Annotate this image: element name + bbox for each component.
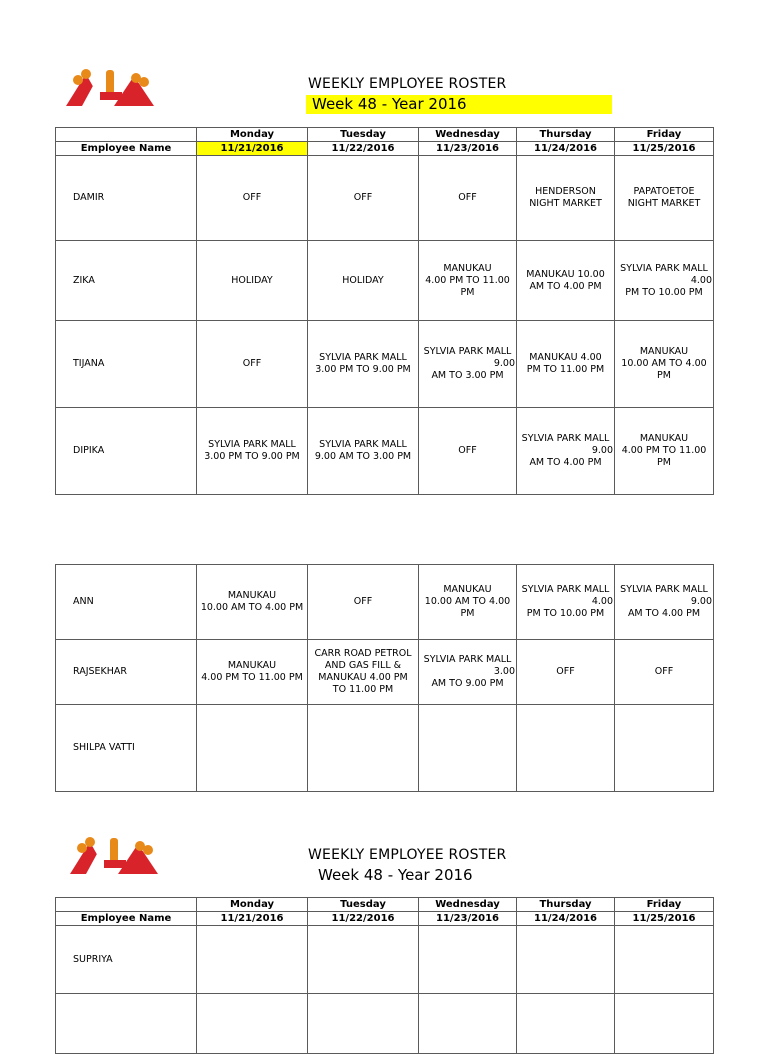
shift-cell-monday <box>197 640 308 705</box>
shift-line: 10.00 AM TO 4.00 PM <box>200 602 304 613</box>
shift-line: 9.00 <box>690 596 712 607</box>
company-logo <box>68 834 160 880</box>
shift-line: AM TO 4.00 PM <box>529 457 602 468</box>
shift-line: 4.00 <box>591 596 613 607</box>
shift-cell-tuesday <box>308 408 419 495</box>
shift-line: MANUKAU <box>227 590 277 601</box>
shift-cell-monday <box>197 321 308 408</box>
shift-cell-monday <box>197 241 308 321</box>
shift-cell-thursday <box>517 241 615 321</box>
shift-line: AM TO 4.00 PM <box>529 280 602 292</box>
day-friday: Friday <box>615 128 714 142</box>
employee-row <box>56 156 714 241</box>
shift-line: MANUKAU <box>227 660 277 671</box>
shift-cell-tuesday <box>308 156 419 241</box>
shift-cell-monday <box>197 565 308 640</box>
shift-line: MANUKAU <box>443 584 492 595</box>
shift-line: 9.00 <box>591 445 613 456</box>
shift-cell-monday <box>197 156 308 241</box>
day-friday: Friday <box>615 898 714 912</box>
shift-line: 10.00 AM TO 4.00 <box>424 596 511 607</box>
shift-cell-wednesday <box>419 321 517 408</box>
shift-line: SYLVIA PARK MALL <box>521 584 610 595</box>
shift-cell-thursday <box>517 156 615 241</box>
shift-line: PM <box>657 370 671 381</box>
employee-name: TIJANA <box>56 321 197 408</box>
shift-line: 4.00 <box>690 274 712 286</box>
shift-line: HOLIDAY <box>231 274 273 286</box>
shift-line: OFF <box>242 358 262 369</box>
shift-line: 4.00 PM TO 11.00 <box>425 274 510 286</box>
week-subtitle: Week 48 - Year 2016 <box>318 866 473 884</box>
shift-cell-wednesday <box>419 156 517 241</box>
date-wednesday: 11/23/2016 <box>419 142 517 156</box>
shift-cell-tuesday <box>308 565 419 640</box>
employee-row <box>56 408 714 495</box>
roster-table-1 <box>55 127 714 495</box>
company-logo <box>64 66 156 112</box>
shift-cell-thursday <box>517 926 615 994</box>
shift-line: NIGHT MARKET <box>529 198 602 209</box>
shift-cell-thursday <box>517 408 615 495</box>
date-tuesday: 11/22/2016 <box>308 912 419 926</box>
employee-row <box>56 705 714 792</box>
shift-line: OFF <box>242 192 262 203</box>
shift-cell-thursday <box>517 321 615 408</box>
employee-name: ZIKA <box>56 241 197 321</box>
date-thursday: 11/24/2016 <box>517 142 615 156</box>
employee-name: DIPIKA <box>56 408 197 495</box>
shift-line: SYLVIA PARK MALL <box>521 433 610 444</box>
shift-line: MANUKAU 10.00 <box>526 268 605 280</box>
shift-line: 9.00 AM TO 3.00 PM <box>314 451 412 462</box>
date-monday: 11/21/2016 <box>197 142 308 156</box>
shift-line: 10.00 AM TO 4.00 <box>621 358 707 369</box>
employee-name: SUPRIYA <box>56 926 197 994</box>
employee-name-header: Employee Name <box>56 912 197 926</box>
shift-cell-tuesday <box>308 926 419 994</box>
roster-title: WEEKLY EMPLOYEE ROSTER <box>308 847 507 863</box>
shift-line: NIGHT MARKET <box>627 198 701 209</box>
day-header-row <box>56 898 714 912</box>
shift-cell-wednesday <box>419 241 517 321</box>
shift-cell-friday <box>615 926 714 994</box>
roster-table-3 <box>55 897 714 1054</box>
shift-line: 3.00 <box>493 666 515 677</box>
day-monday: Monday <box>197 128 308 142</box>
shift-cell-wednesday <box>419 565 517 640</box>
roster-title: WEEKLY EMPLOYEE ROSTER <box>308 76 507 92</box>
shift-cell-tuesday <box>308 321 419 408</box>
shift-line: MANUKAU <box>639 346 689 357</box>
shift-line: PM <box>460 286 475 298</box>
day-wednesday: Wednesday <box>419 898 517 912</box>
shift-line: 4.00 PM TO 11.00 PM <box>201 672 303 683</box>
shift-line: OFF <box>458 192 477 203</box>
shift-line: 3.00 PM TO 9.00 PM <box>315 364 411 375</box>
employee-name-header: Employee Name <box>56 142 197 156</box>
shift-cell-monday <box>197 926 308 994</box>
shift-line: MANUKAU 4.00 <box>529 352 602 363</box>
shift-line: SYLVIA PARK MALL <box>423 654 512 665</box>
shift-line: SYLVIA PARK MALL <box>620 584 708 595</box>
shift-cell-friday <box>615 705 714 792</box>
employee-row <box>56 926 714 994</box>
shift-cell-tuesday <box>308 241 419 321</box>
shift-line: SYLVIA PARK MALL <box>319 439 407 450</box>
date-tuesday: 11/22/2016 <box>308 142 419 156</box>
shift-line: 9.00 <box>493 358 515 369</box>
shift-line: PM TO 10.00 PM <box>526 608 605 619</box>
employee-name: RAJSEKHAR <box>56 640 197 705</box>
shift-line: HOLIDAY <box>342 274 384 286</box>
shift-line: OFF <box>353 596 373 607</box>
shift-cell-wednesday <box>419 408 517 495</box>
date-monday: 11/21/2016 <box>197 912 308 926</box>
employee-name: DAMIR <box>56 156 197 241</box>
shift-line: 3.00 PM TO 9.00 PM <box>204 451 300 462</box>
shift-line: OFF <box>458 445 477 456</box>
employee-row <box>56 241 714 321</box>
shift-line: HENDERSON <box>535 186 596 197</box>
shift-line: AM TO 9.00 PM <box>431 678 504 689</box>
shift-cell-friday <box>615 565 714 640</box>
date-header-row <box>56 142 714 156</box>
date-thursday: 11/24/2016 <box>517 912 615 926</box>
shift-line: PM <box>460 608 475 619</box>
employee-name: SHILPA VATTI <box>56 705 197 792</box>
shift-line: OFF <box>353 192 373 203</box>
shift-cell-friday <box>615 321 714 408</box>
day-header-row <box>56 128 714 142</box>
shift-cell-monday <box>197 408 308 495</box>
shift-line: MANUKAU <box>443 262 492 274</box>
shift-cell-tuesday <box>308 705 419 792</box>
shift-line: PM <box>657 457 671 468</box>
shift-cell-tuesday <box>308 640 419 705</box>
shift-line: MANUKAU 4.00 PM <box>318 672 408 683</box>
date-header-row <box>56 912 714 926</box>
shift-line: AM TO 3.00 PM <box>431 370 504 381</box>
shift-line: 4.00 PM TO 11.00 <box>621 445 707 456</box>
shift-cell-wednesday <box>419 926 517 994</box>
day-thursday: Thursday <box>517 128 615 142</box>
shift-line: CARR ROAD PETROL <box>314 648 412 659</box>
shift-cell-friday <box>615 408 714 495</box>
date-wednesday: 11/23/2016 <box>419 912 517 926</box>
shift-cell-wednesday <box>419 705 517 792</box>
employee-row <box>56 640 714 705</box>
shift-line: SYLVIA PARK MALL <box>620 262 708 274</box>
day-wednesday: Wednesday <box>419 128 517 142</box>
shift-cell-wednesday <box>419 640 517 705</box>
shift-line: PAPATOETOE <box>633 186 695 197</box>
shift-cell-friday <box>615 640 714 705</box>
shift-line: OFF <box>654 666 674 677</box>
roster-table-2 <box>55 564 714 792</box>
shift-line: PM TO 11.00 PM <box>526 364 605 375</box>
shift-line: OFF <box>556 666 575 677</box>
shift-line: SYLVIA PARK MALL <box>319 352 407 363</box>
shift-cell-thursday <box>517 565 615 640</box>
date-friday: 11/25/2016 <box>615 912 714 926</box>
shift-line: MANUKAU <box>639 433 689 444</box>
employee-name: ANN <box>56 565 197 640</box>
day-monday: Monday <box>197 898 308 912</box>
day-tuesday: Tuesday <box>308 128 419 142</box>
shift-cell-monday <box>197 705 308 792</box>
shift-cell-friday <box>615 156 714 241</box>
week-subtitle: Week 48 - Year 2016 <box>306 95 612 114</box>
shift-line: SYLVIA PARK MALL <box>208 439 296 450</box>
day-tuesday: Tuesday <box>308 898 419 912</box>
shift-line: PM TO 10.00 PM <box>625 286 703 298</box>
date-friday: 11/25/2016 <box>615 142 714 156</box>
shift-cell-thursday <box>517 640 615 705</box>
shift-line: SYLVIA PARK MALL <box>423 346 512 357</box>
shift-line: AND GAS FILL & <box>324 660 402 671</box>
shift-cell-thursday <box>517 705 615 792</box>
employee-row <box>56 565 714 640</box>
day-thursday: Thursday <box>517 898 615 912</box>
shift-line: TO 11.00 PM <box>332 684 394 695</box>
shift-cell-friday <box>615 241 714 321</box>
shift-line: AM TO 4.00 PM <box>627 608 701 619</box>
employee-row <box>56 321 714 408</box>
